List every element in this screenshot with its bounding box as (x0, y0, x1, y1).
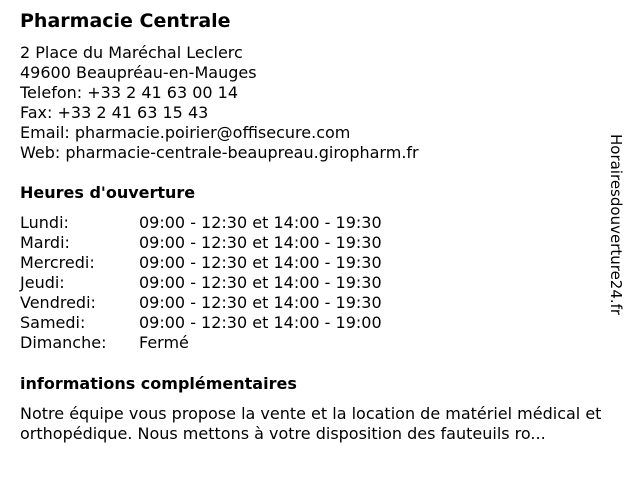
hours-row (20, 253, 382, 273)
time-value: 09:00 - 12:30 et 14:00 - 19:30 (139, 293, 382, 312)
day-label: Jeudi: (20, 273, 65, 292)
day-label: Mercredi: (20, 253, 95, 272)
hours-table (20, 213, 382, 353)
info-heading: informations complémentaires (20, 374, 297, 393)
site-watermark: Horairesdouverture24.fr (607, 134, 625, 316)
email-line: Email: pharmacie.poirier@offisecure.com (20, 123, 351, 142)
pharmacy-name: Pharmacie Centrale (20, 10, 231, 32)
phone-line: Telefon: +33 2 41 63 00 14 (20, 83, 239, 102)
hours-heading: Heures d'ouverture (20, 183, 196, 202)
hours-row (20, 273, 382, 293)
hours-row (20, 293, 382, 313)
time-value: 09:00 - 12:30 et 14:00 - 19:30 (139, 253, 382, 272)
web-line: Web: pharmacie-centrale-beaupreau.giropharm.fr (20, 143, 419, 162)
day-label: Lundi: (20, 213, 69, 232)
day-label: Mardi: (20, 233, 70, 252)
hours-row (20, 313, 382, 333)
day-label: Dimanche: (20, 333, 107, 352)
day-label: Vendredi: (20, 293, 96, 312)
time-value: 09:00 - 12:30 et 14:00 - 19:30 (139, 273, 382, 292)
contact-block (20, 43, 419, 163)
info-description: Notre équipe vous propose la vente et la location de matériel médical et orthopédique. Nous mettons à votre disposition des fauteuils ro... (20, 404, 602, 443)
time-value: Fermé (139, 333, 189, 352)
hours-row (20, 233, 382, 253)
time-value: 09:00 - 12:30 et 14:00 - 19:00 (139, 313, 382, 332)
fax-line: Fax: +33 2 41 63 15 43 (20, 103, 209, 122)
address-line-2: 49600 Beaupréau-en-Mauges (20, 63, 257, 82)
time-value: 09:00 - 12:30 et 14:00 - 19:30 (139, 213, 382, 232)
hours-row (20, 213, 382, 233)
hours-row (20, 333, 382, 353)
time-value: 09:00 - 12:30 et 14:00 - 19:30 (139, 233, 382, 252)
day-label: Samedi: (20, 313, 86, 332)
address-line-1: 2 Place du Maréchal Leclerc (20, 43, 243, 62)
